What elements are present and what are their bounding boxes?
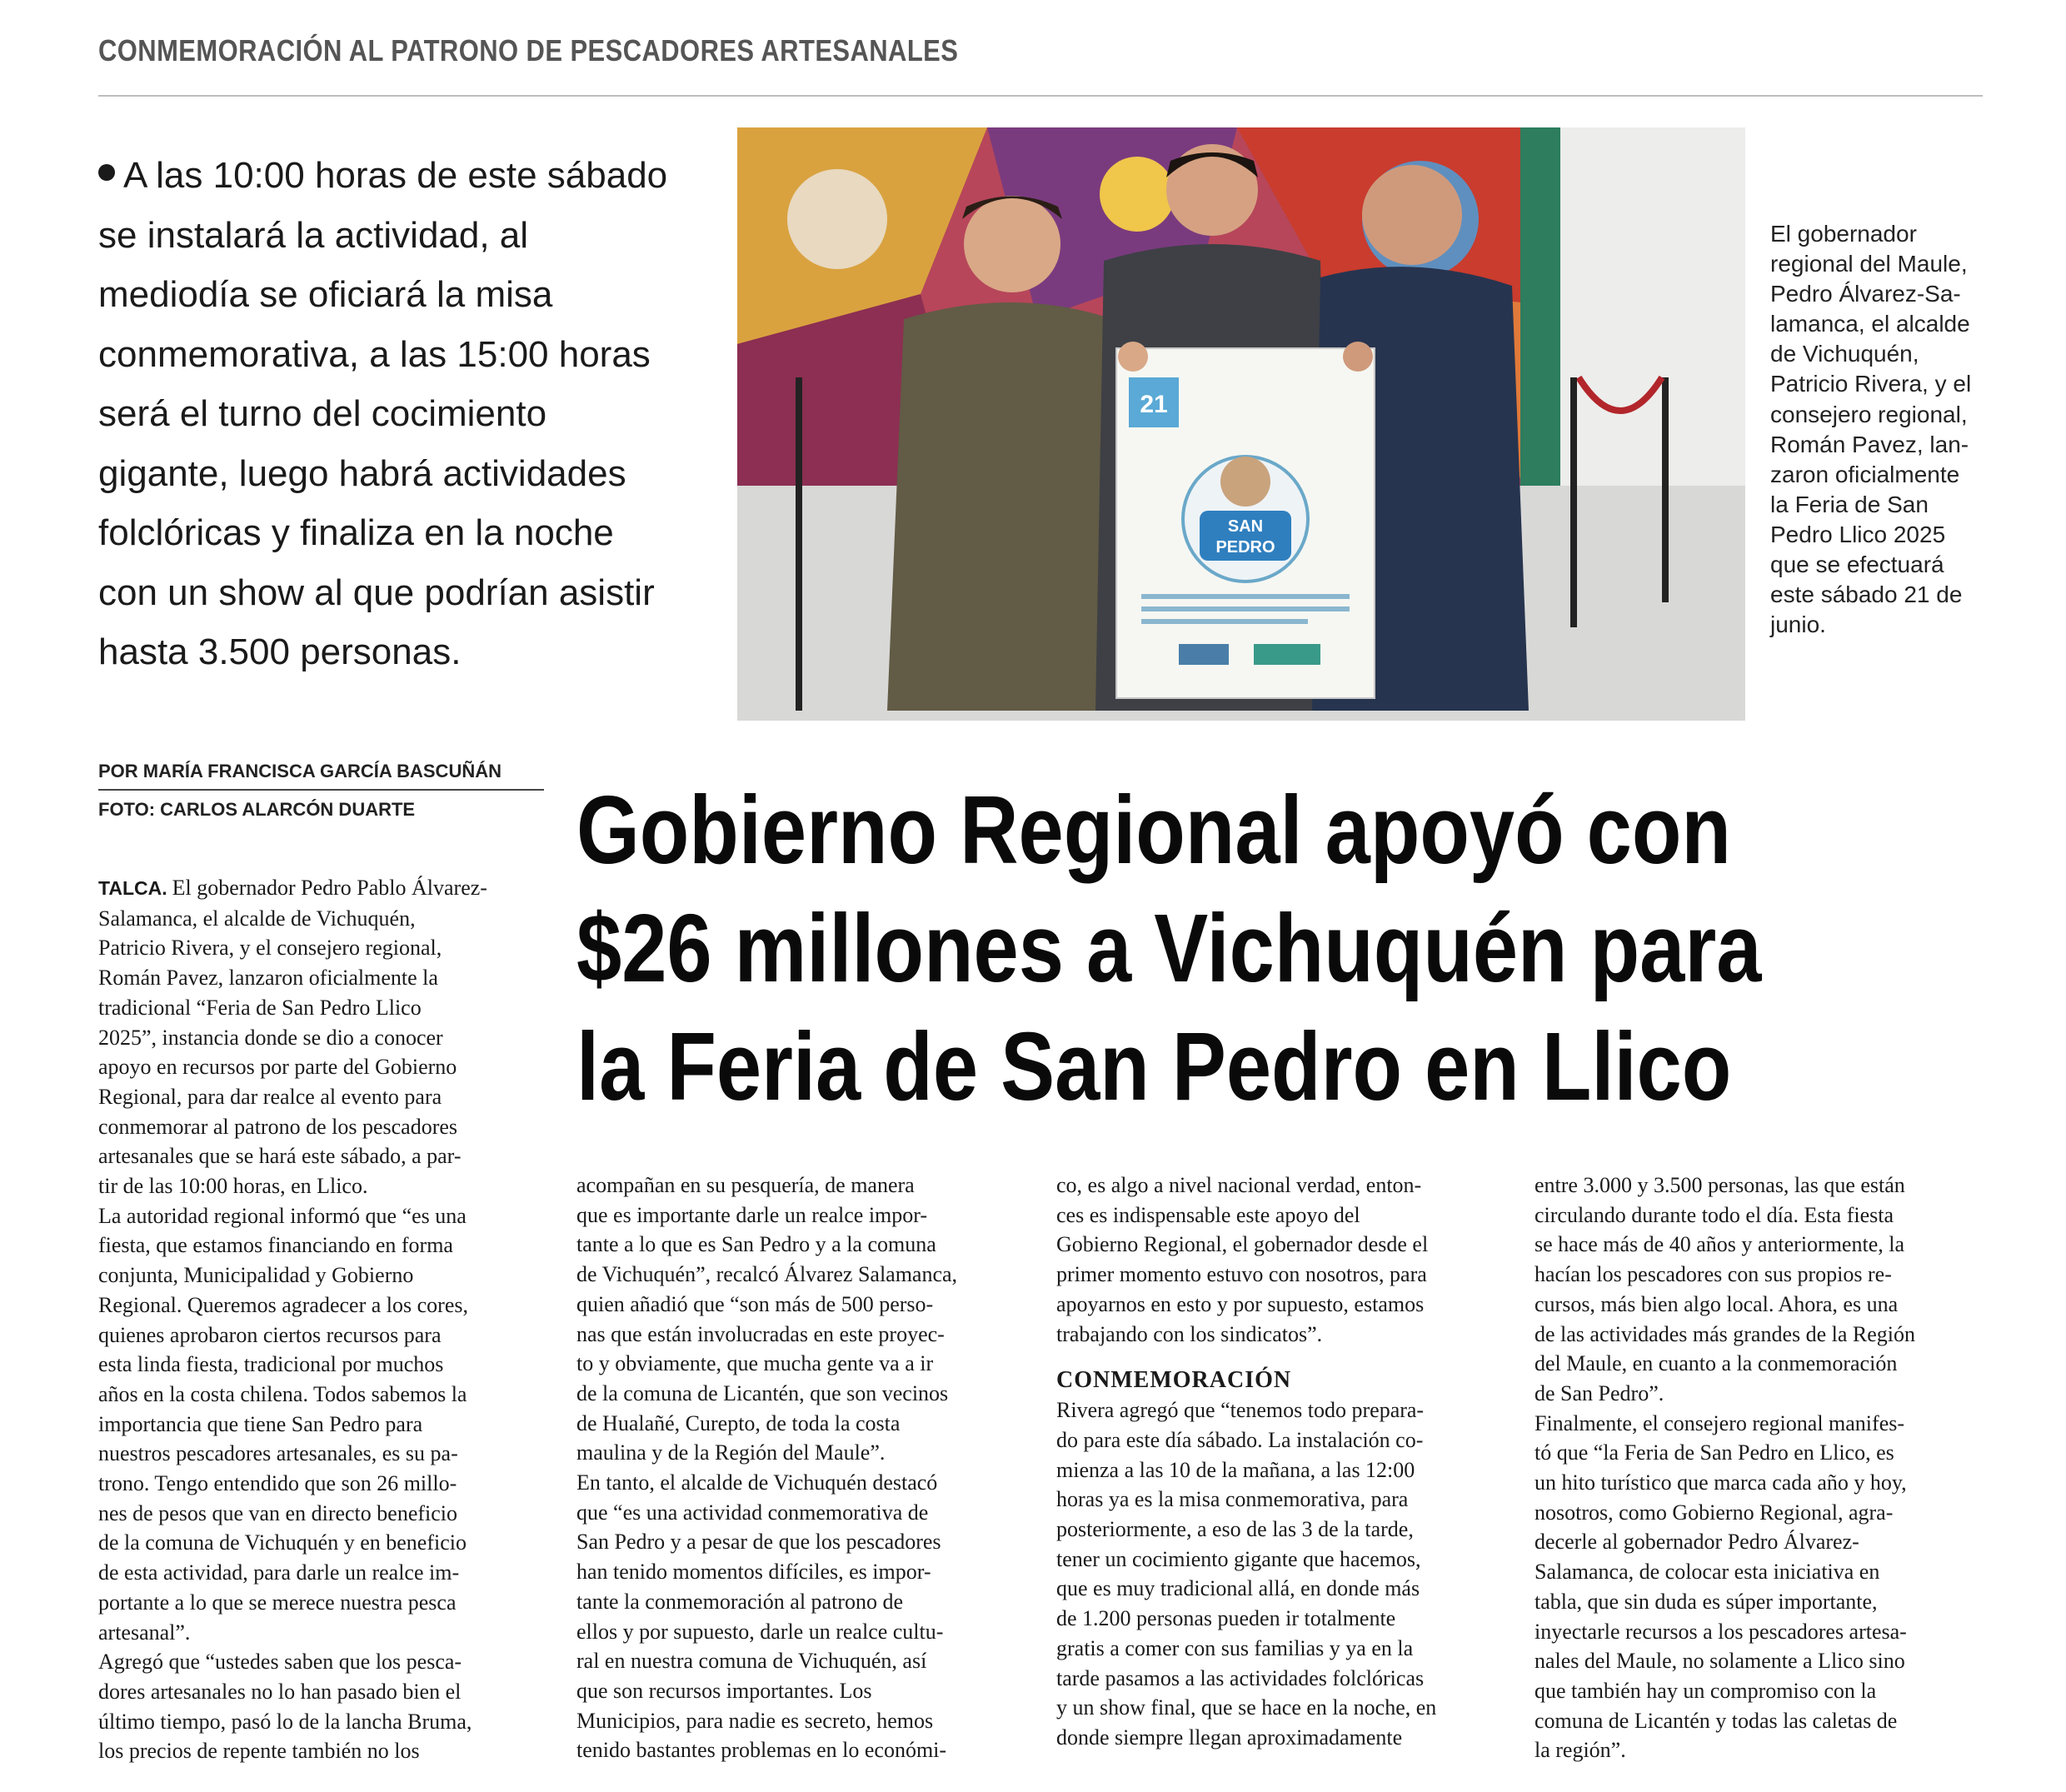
headline [576, 771, 1993, 1126]
body-line: Regional, para dar realce al evento para [98, 1084, 442, 1109]
body-line: de las actividades más grandes de la Región [1535, 1321, 1916, 1346]
body-line: comuna de Licantén y todas las caletas de [1535, 1708, 1898, 1733]
body-line: trabajando con los sindicatos”. [1056, 1321, 1323, 1346]
body-line: que son recursos importantes. Los [576, 1678, 872, 1703]
body-line: conjunta, Municipalidad y Gobierno [98, 1263, 414, 1288]
body-line: esta linda fiesta, tradicional por muchos [98, 1352, 444, 1377]
body-line: tó que “la Feria de San Pedro en Llico, es [1535, 1440, 1894, 1465]
caption-line: regional del Maule, [1770, 251, 1968, 277]
highlight-line: conmemorativa, a las 15:00 horas [98, 333, 651, 375]
body-line: del Maule, en cuanto a la conmemoración [1535, 1351, 1898, 1376]
highlight-line: mediodía se oficiará la misa [98, 274, 553, 315]
body-column-3-part-b [1056, 1395, 1502, 1752]
highlight-line: hasta 3.500 personas. [98, 631, 462, 672]
body-line: ces es indispensable este apoyo del [1056, 1202, 1360, 1227]
body-line: Román Pavez, lanzaron oficialmente la [98, 966, 438, 991]
body-line: portante a lo que se merece nuestra pesca [98, 1590, 457, 1615]
body-line: de la comuna de Vichuquén y en beneficio [98, 1530, 467, 1555]
caption-line: zaron oficialmente [1770, 461, 1960, 487]
highlight-line: se instalará la actividad, al [98, 214, 529, 256]
body-line: Salamanca, de colocar esta iniciativa en [1535, 1560, 1880, 1585]
body-line: La autoridad regional informó que “es una [98, 1203, 467, 1228]
body-line: tenido bastantes problemas en lo económi- [576, 1738, 947, 1763]
body-line: los precios de repente también no los [98, 1739, 420, 1764]
body-first-line-text: El gobernador Pedro Pablo Álvarez- [172, 876, 487, 900]
body-line: Salamanca, el alcalde de Vichuquén, [98, 906, 416, 931]
body-column-1 [98, 873, 544, 1766]
body-line: conmemorar al patrono de los pescadores [98, 1114, 458, 1139]
body-line: de 1.200 personas pueden ir totalmente [1056, 1606, 1396, 1631]
caption-line: El gobernador [1770, 221, 1917, 247]
section-header: CONMEMORACIÓN AL PATRONO DE PESCADORES ARTESANALES [98, 33, 959, 67]
body-line: circulando durante todo el día. Esta fiesta [1535, 1202, 1894, 1227]
bullet-icon [98, 164, 115, 181]
body-line: entre 3.000 y 3.500 personas, las que están [1535, 1173, 1905, 1197]
body-line: to y obviamente, que mucha gente va a ir [576, 1351, 934, 1376]
body-line: nas que están involucradas en este proyec- [576, 1321, 945, 1346]
body-line: tener un cocimiento gigante que hacemos, [1056, 1546, 1421, 1571]
body-line: hacían los pescadores con sus propios re- [1535, 1262, 1892, 1287]
highlight-line: con un show al que podrían asistir [98, 572, 655, 613]
body-line: ellos y por supuesto, darle un realce cultu- [576, 1619, 944, 1644]
body-line: tante la conmemoración al patrono de [576, 1589, 904, 1614]
body-line: la región”. [1535, 1738, 1626, 1763]
header-divider [98, 95, 1983, 97]
body-line: inyectarle recursos a los pescadores artesa- [1535, 1619, 1907, 1644]
caption-line: de Vichuquén, [1770, 341, 1919, 367]
body-line: nes de pesos que van en directo beneficio [98, 1500, 458, 1525]
byline [98, 761, 544, 821]
body-line: nales del Maule, no solamente a Llico sino [1535, 1649, 1905, 1674]
body-line: de Vichuquén”, recalcó Álvarez Salamanca, [576, 1262, 958, 1287]
caption-line: consejero regional, [1770, 401, 1968, 427]
body-line: cursos, más bien algo local. Ahora, es una [1535, 1291, 1899, 1316]
body-line: y un show final, que se hace en la noche, en [1056, 1695, 1437, 1720]
body-line: importancia que tiene San Pedro para [98, 1411, 423, 1436]
body-line: En tanto, el alcalde de Vichuquén destacó [576, 1470, 938, 1495]
body-line: Patricio Rivera, y el consejero regional, [98, 936, 442, 961]
body-line: ral en nuestra comuna de Vichuquén, así [576, 1649, 927, 1674]
body-line: Regional. Queremos agradecer a los cores, [98, 1292, 468, 1317]
body-line: San Pedro y a pesar de que los pescadores [576, 1530, 941, 1555]
body-line: artesanales que se hará este sábado, a par- [98, 1144, 462, 1169]
body-line: horas ya es la misa conmemorativa, para [1056, 1487, 1409, 1512]
body-line: que es importante darle un realce impor- [576, 1202, 928, 1227]
body-column-3 [1056, 1171, 1502, 1753]
body-line: años en la costa chilena. Todos sabemos la [98, 1381, 467, 1406]
byline-photo-credit: FOTO: CARLOS ALARCÓN DUARTE [98, 799, 416, 820]
highlight-line: gigante, luego habrá actividades [98, 452, 626, 494]
caption-line: este sábado 21 de [1770, 582, 1963, 608]
poster-title-top: SAN [1227, 517, 1264, 536]
body-line: dores artesanales no lo han pasado bien el [98, 1679, 462, 1704]
body-line: acompañan en su pesquería, de manera [576, 1173, 915, 1197]
body-line: nuestros pescadores artesanales, es su pa- [98, 1441, 458, 1466]
poster-title-bottom: PEDRO [1215, 538, 1275, 557]
body-line: que es muy tradicional allá, en donde más [1056, 1576, 1420, 1601]
body-column-2 [576, 1171, 1022, 1765]
body-line: apoyarnos en esto y por supuesto, estamos [1056, 1291, 1425, 1316]
news-photo [737, 127, 1745, 721]
body-line: tante a lo que es San Pedro y a la comuna [576, 1232, 936, 1257]
body-line: quienes aprobaron ciertos recursos para [98, 1322, 442, 1347]
body-line: maulina y de la Región del Maule”. [576, 1440, 886, 1465]
body-line: se hace más de 40 años y anteriormente, la [1535, 1232, 1904, 1257]
caption-line: Román Pavez, lan- [1770, 431, 1969, 457]
body-line: Municipios, para nadie es secreto, hemos [576, 1708, 934, 1733]
body-line: 2025”, instancia donde se dio a conocer [98, 1025, 443, 1050]
subheading: CONMEMORACIÓN [1056, 1367, 1292, 1394]
caption-line: Pedro Álvarez-Sa- [1770, 281, 1961, 307]
body-line: Agregó que “ustedes saben que los pesca- [98, 1650, 462, 1675]
byline-author: POR MARÍA FRANCISCA GARCÍA BASCUÑÁN [98, 761, 544, 791]
body-column-4 [1535, 1171, 1980, 1765]
body-line: de la comuna de Licantén, que son vecinos [576, 1380, 949, 1405]
dateline: TALCA. [98, 877, 167, 899]
headline-line: Gobierno Regional apoyó con [576, 776, 1731, 884]
caption-line: junio. [1770, 611, 1826, 638]
body-line: tradicional “Feria de San Pedro Llico [98, 995, 422, 1020]
body-line: quien añadió que “son más de 500 perso- [576, 1291, 934, 1316]
body-line: tir de las 10:00 horas, en Llico. [98, 1174, 368, 1199]
body-line: mienza a las 10 de la mañana, a las 12:00 [1056, 1457, 1415, 1482]
body-line: artesanal”. [98, 1620, 191, 1645]
body-line: último tiempo, pasó lo de la lancha Bruma, [98, 1709, 472, 1734]
body-line: de Hualañé, Curepto, de toda la costa [576, 1410, 901, 1435]
caption-line: Patricio Rivera, y el [1770, 371, 1972, 397]
caption-line: lamanca, el alcalde [1770, 311, 1970, 337]
caption-line: que se efectuará [1770, 552, 1944, 578]
body-line: Finalmente, el consejero regional manifes- [1535, 1410, 1905, 1435]
highlight-box [98, 146, 731, 682]
body-line: nosotros, como Gobierno Regional, agra- [1535, 1500, 1894, 1525]
body-line: decerle al gobernador Pedro Álvarez- [1535, 1530, 1859, 1555]
highlight-line: será el turno del cocimiento [98, 393, 547, 434]
body-line: tarde pasamos a las actividades folclóricas [1056, 1665, 1425, 1690]
body-line: tabla, que sin duda es súper importante, [1535, 1589, 1878, 1614]
body-line: de San Pedro”. [1535, 1380, 1664, 1405]
body-line: Rivera agregó que “tenemos todo prepara- [1056, 1398, 1425, 1423]
body-line: un hito turístico que marca cada año y hoy, [1535, 1470, 1907, 1495]
body-first-line [98, 873, 544, 904]
photo-illustration [737, 127, 1745, 721]
body-line: co, es algo a nivel nacional verdad, enton- [1056, 1173, 1422, 1197]
highlight-line [98, 146, 731, 206]
body-line: trono. Tengo entendido que son 26 millo- [98, 1471, 457, 1496]
poster-number: 21 [1140, 391, 1168, 418]
headline-line: la Feria de San Pedro en Llico [576, 1012, 1732, 1121]
caption-line: Pedro Llico 2025 [1770, 521, 1946, 547]
body-line: fiesta, que estamos financiando en forma [98, 1233, 453, 1258]
body-line: primer momento estuvo con nosotros, para [1056, 1262, 1427, 1287]
body-line: posteriormente, a eso de las 3 de la tarde, [1056, 1517, 1414, 1542]
body-line: han tenido momentos difíciles, es impor- [576, 1560, 931, 1585]
highlight-line-text: A las 10:00 horas de este sábado [123, 155, 668, 196]
body-line: Gobierno Regional, el gobernador desde el [1056, 1232, 1429, 1257]
highlight-line: folclóricas y finaliza en la noche [98, 512, 614, 553]
body-line: que “es una actividad conmemorativa de [576, 1500, 929, 1525]
body-column-3-part-a [1056, 1171, 1502, 1349]
body-line: que también hay un compromiso con la [1535, 1678, 1877, 1703]
caption-line: la Feria de San [1770, 491, 1929, 517]
headline-line: $26 millones a Vichuquén para [576, 894, 1762, 1002]
body-line: do para este día sábado. La instalación co- [1056, 1427, 1424, 1452]
body-line: donde siempre llegan aproximadamente [1056, 1725, 1403, 1750]
body-line: gratis a comer con sus familias y ya en la [1056, 1635, 1414, 1660]
body-line: de esta actividad, para darle un realce im- [98, 1560, 460, 1585]
photo-caption [1770, 219, 2012, 640]
body-line: apoyo en recursos por parte del Gobierno [98, 1055, 457, 1080]
